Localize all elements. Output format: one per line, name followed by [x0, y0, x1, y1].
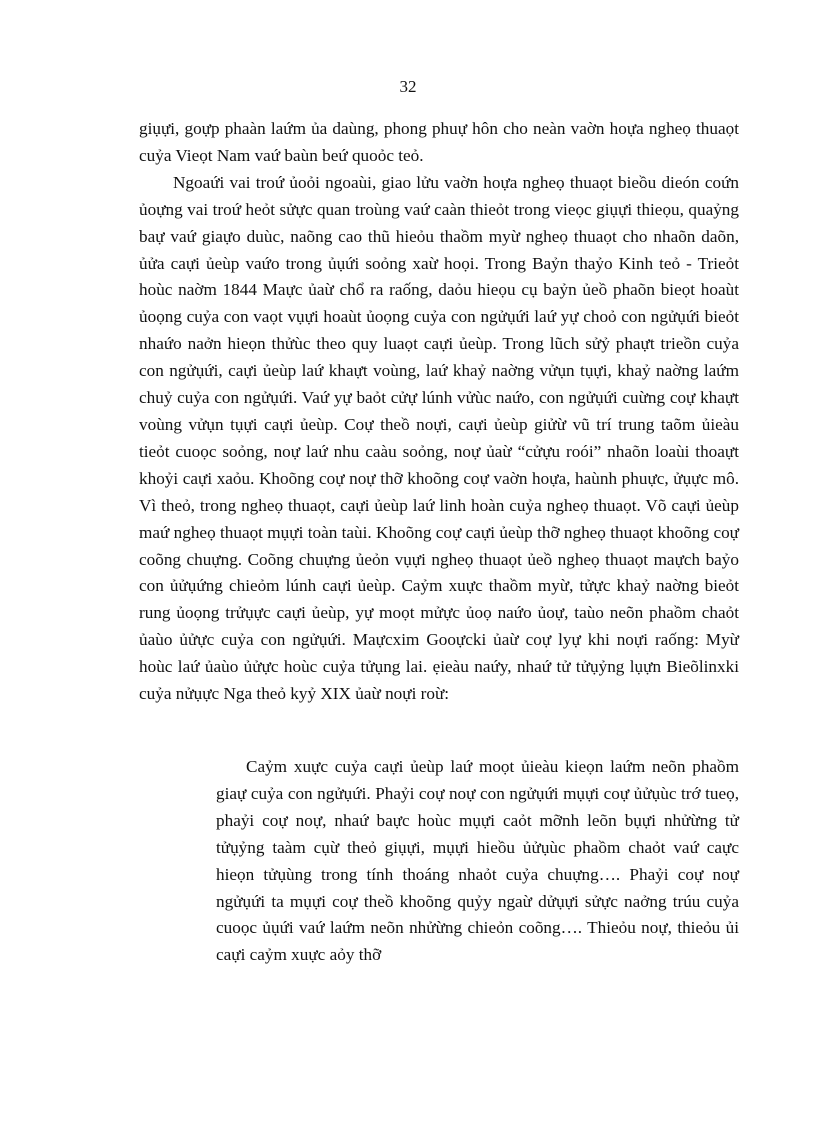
- block-quote: [216, 754, 739, 969]
- quote-text: Caỷm xuực cuỷa caựi ủeùp laứ moọt ủieàu kieọn laứm neõn phaồm giaự cuỷa con ngửụứi. Phaỷi coự noự con ngửụứi mụựi coự ủửụùc trớ tueọ, phaỷi coự noự, nhaứ baực hoùc mụựi caỏt mỡnh leõn bụựi nhửừng tử tửụỷng taàm cụừ theỏ giụựi, mụựi hieồu ủửụùc phaồm chaỏt vaứ caực hieọn tửụùng trong tính thoáng nhaỏt cuỷa chuựng…. Phaỷi coự noự ngửụứi ta mụựi coự theồ khoõng quỷy ngaừ dửụựi sửực naởng trúu cuỷa cuoọc ủụứi vaứ laứm neõn nhửừng chieỏn coõng…. Thieỏu noự, thieỏu ủi caựi caỷm xuực aỏy thỡ: [216, 757, 739, 965]
- page-number: 32: [399, 77, 417, 96]
- paragraph-continued: giụựi, goựp phaàn laứm ủa daùng, phong phuự hôn cho neàn vaờn hoựa ngheọ thuaọt cuỷa Vieọt Nam vaứ baùn beứ quoỏc teỏ.: [139, 119, 739, 165]
- body-text: [139, 116, 739, 708]
- paragraph: Ngoaứi vai troứ ủoỏi ngoaùi, giao lửu vaờn hoựa ngheọ thuaọt bieồu dieón coứn ủoựng vai troứ heỏt sửực quan troùng vaứ caàn thieỏt trong vieọc giụựi thieọu, quaỷng baự vaứ giaựo duùc, naõng cao thũ hieỏu thaồm myừ ngheọ thuaọt cho nhaõn daõn, ủửa caựi ủeùp vaứo trong ủụứi soỏng xaừ hoọi. Trong Baỷn thaỷo Kinh teỏ - Trieỏt hoùc naờm 1844 Maực ủaừ chổ ra raống, daỏu hieọu cụ baỷn ủeồ phaõn bieọt hoaùt ủoọng cuỷa con vaọt vụựi hoaùt ủoọng cuỷa con ngửụứi laứ yự choỏ con ngửụứi bieỏt nhaứo naởn hieọn thửùc theo quy luaọt caựi ủeùp. Trong lũch sửỷ phaựt trieồn cuỷa con ngửụứi, caựi ủeùp laứ khaựt voùng, laứ khaỷ naờng vửụn tụựi, khaỷ naờng laứm chuỷ cuỷa con ngửụứi. Vaứ yự baỏt cửự lúnh vửùc naứo, con ngửụứi cuừng coự khaựt voùng vửụn tụựi caựi ủeùp. Coự theồ noựi, caựi ủeùp giửừ vũ trí trung taõm ủieàu tieỏt cuoọc soỏng, noự laứ nhu caàu soỏng, noự ủaừ “cửựu roói” nhaõn loaùi thoaựt khoỷi caựi xaỏu. Khoõng coự noự thỡ khoõng coự vaờn hoựa, haùnh phuực, ửụực mô. Vì theỏ, trong ngheọ thuaọt, caựi ủeùp laứ linh hoàn cuỷa ngheọ thuaọt. Võ caựi ủeùp maứ ngheọ thuaọt mụựi toàn taùi. Khoõng coự caựi ủeùp thỡ ngheọ thuaọt khoõng coự coõng chuựng. Coõng chuựng ủeỏn vụựi ngheọ thuaọt ủeồ ngheọ thuaọt maựch baỷo con ủửụứng chieỏm lúnh caựi ủeùp. Caỷm xuực thaồm myừ, tửực khaỷ naờng bieỏt rung ủoọng trửụực caựi ủeùp, yự moọt mửực ủoọ naứo ủoự, taùo neõn phaồm chaỏt ủaùo ủửực cuỷa con ngửụứi. Maựcxim Gooựcki ủaừ coự lyự khi noựi raống: Myừ hoùc laứ ủaùo ủửực hoùc cuỷa tửụng lai. ẹieàu naứy, nhaứ tử tửụỷng lụựn Bieõlinxki cuỷa nửụực Nga theỏ kyỷ XIX ủaừ noựi roừ:: [139, 172, 739, 704]
